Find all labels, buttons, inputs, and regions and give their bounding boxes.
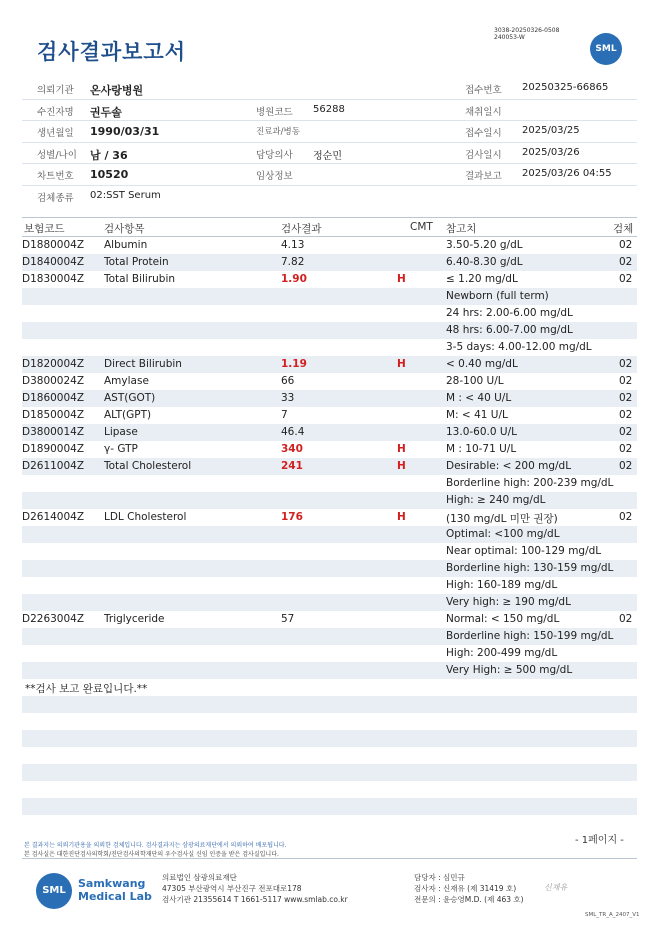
sexage-value: 남 / 36 [90, 148, 128, 162]
page-number: - 1페이지 - [575, 835, 624, 846]
table-row [22, 237, 637, 254]
report-label: 결과보고 [465, 171, 502, 182]
test-code: D1850004Z [22, 409, 85, 421]
staff-line3: 전문의 : 윤승영M.D. (제 463 호) [414, 895, 524, 904]
test-name: Total Protein [104, 256, 169, 268]
test-reference: (130 mg/dL 미만 권장) [446, 513, 558, 525]
header-result: 검사결과 [281, 223, 322, 235]
test-specimen: 02 [619, 443, 633, 455]
test-result: 7 [281, 409, 288, 421]
patient-label: 수진자명 [37, 106, 74, 118]
org-name [78, 877, 152, 903]
test-name: Lipase [104, 426, 138, 438]
test-flag: H [397, 443, 406, 455]
test-result: 66 [281, 375, 295, 387]
test-code: D1830004Z [22, 273, 85, 285]
hospital-label: 의뢰기관 [37, 85, 74, 96]
test-reference: Newborn (full term) [446, 290, 549, 302]
patient-info-section [22, 78, 637, 206]
header-cmt: CMT [410, 221, 433, 233]
test-reference: Borderline high: 150-199 mg/dL [446, 630, 614, 642]
table-row [22, 356, 637, 373]
org-address [162, 872, 348, 905]
test-flag: H [397, 273, 406, 285]
header-name: 검사항목 [104, 223, 145, 235]
test-reference: High: 200-499 mg/dL [446, 647, 558, 659]
test-code: D1880004Z [22, 239, 85, 251]
table-row [22, 441, 637, 458]
test-specimen: 02 [619, 273, 633, 285]
report-value: 2025/03/26 04:55 [522, 168, 612, 179]
hospital-value: 온사랑병원 [90, 84, 144, 97]
header-spec: 검체 [613, 223, 634, 235]
staff-line2: 검사자 : 신재유 (제 31419 호) [414, 884, 517, 893]
sexage-label: 성별/나이 [37, 149, 77, 161]
test-reference: High: ≥ 240 mg/dL [446, 494, 546, 506]
test-code: D2614004Z [22, 511, 85, 523]
test-specimen: 02 [619, 256, 633, 268]
disclaimer-line1: 본 결과지는 의뢰기관용을 의뢰한 검체입니다. 검사결과지는 삼광의료재단에서 의뢰하여 배포됩니다. [24, 842, 287, 849]
test-result: 46.4 [281, 426, 305, 438]
info-row [22, 100, 637, 122]
test-result: 57 [281, 613, 295, 625]
test-name: ALT(GPT) [104, 409, 152, 421]
doctor-value: 정순민 [313, 150, 342, 162]
specimen-value: 02:SST Serum [90, 189, 161, 201]
chart-label: 차트번호 [37, 171, 74, 182]
results-table-body [22, 237, 637, 832]
test-result: 340 [281, 443, 303, 455]
table-row [22, 407, 637, 424]
specimen-label: 검체종류 [37, 192, 74, 204]
org-name-line2: Medical Lab [78, 890, 152, 903]
document-id-line1: 3038-20250326-0508 [494, 27, 560, 34]
patient-value: 권두솔 [90, 105, 122, 119]
test-reference: 13.0-60.0 U/L [446, 426, 517, 438]
test-specimen: 02 [619, 613, 633, 625]
receipt-value: 20250325-66865 [522, 82, 609, 93]
test-name: LDL Cholesterol [104, 511, 187, 523]
test-name: Triglyceride [104, 613, 165, 625]
test-reference: M: < 41 U/L [446, 409, 508, 421]
empty-row [22, 730, 637, 747]
test-reference: 3.50-5.20 g/dL [446, 239, 523, 251]
address-line2: 47305 부산광역시 부산진구 전포대로178 [162, 884, 302, 893]
test-reference: High: 160-189 mg/dL [446, 579, 558, 591]
test-specimen: 02 [619, 426, 633, 438]
test-name: Direct Bilirubin [104, 358, 182, 370]
receipt-label: 접수번호 [465, 85, 502, 96]
chart-value: 10520 [90, 168, 129, 181]
test-code: D1890004Z [22, 443, 85, 455]
test-name: Amylase [104, 375, 149, 387]
test-specimen: 02 [619, 239, 633, 251]
test-reference: 3-5 days: 4.00-12.00 mg/dL [446, 341, 592, 353]
test-specimen: 02 [619, 375, 633, 387]
dept-label: 진료과/병동 [256, 127, 300, 137]
doctor-label: 담당의사 [256, 149, 293, 161]
table-row [22, 305, 637, 322]
test-specimen: 02 [619, 392, 633, 404]
table-row [22, 577, 637, 594]
empty-row [22, 696, 637, 713]
test-code: D1860004Z [22, 392, 85, 404]
staff-info [414, 872, 524, 905]
table-row [22, 543, 637, 560]
test-flag: H [397, 358, 406, 370]
table-row [22, 458, 637, 475]
table-row [22, 662, 637, 679]
test-reference: 24 hrs: 2.00-6.00 mg/dL [446, 307, 573, 319]
table-row [22, 509, 637, 526]
footer-logo: SML [36, 873, 72, 909]
empty-row [22, 747, 637, 764]
table-row [22, 390, 637, 407]
test-reference: < 0.40 mg/dL [446, 358, 518, 370]
test-code: D3800024Z [22, 375, 85, 387]
test-specimen: 02 [619, 409, 633, 421]
hospcode-value: 56288 [313, 103, 345, 115]
info-row [22, 143, 637, 165]
table-row [22, 594, 637, 611]
empty-row [22, 815, 637, 832]
empty-row [22, 781, 637, 798]
test-reference: 6.40-8.30 g/dL [446, 256, 523, 268]
test-result: 7.82 [281, 256, 305, 268]
hospcode-label: 병원코드 [256, 106, 293, 118]
test-reference: 28-100 U/L [446, 375, 504, 387]
recvdate-label: 접수일시 [465, 128, 502, 139]
test-reference: Very high: ≥ 190 mg/dL [446, 596, 571, 608]
test-reference: Borderline high: 130-159 mg/dL [446, 562, 614, 574]
test-result: 1.19 [281, 358, 307, 370]
test-code: D3800014Z [22, 426, 85, 438]
test-reference: 48 hrs: 6.00-7.00 mg/dL [446, 324, 573, 336]
completion-note: **검사 보고 완료입니다.** [25, 683, 148, 695]
dob-value: 1990/03/31 [90, 125, 160, 138]
test-specimen: 02 [619, 460, 633, 472]
sml-logo: SML [590, 33, 622, 65]
staff-line1: 담당자 : 심민규 [414, 873, 465, 882]
test-result: 241 [281, 460, 303, 472]
info-row [22, 186, 637, 207]
clinical-label: 임상정보 [256, 171, 293, 182]
test-result: 1.90 [281, 273, 307, 285]
collect-label: 채취일시 [465, 106, 502, 118]
table-row [22, 254, 637, 271]
test-name: Albumin [104, 239, 148, 251]
test-reference: ≤ 1.20 mg/dL [446, 273, 518, 285]
header-code: 보험코드 [24, 223, 65, 235]
test-reference: M : < 40 U/L [446, 392, 512, 404]
table-row [22, 373, 637, 390]
table-row [22, 475, 637, 492]
empty-row [22, 713, 637, 730]
info-row [22, 78, 637, 100]
testdate-label: 검사일시 [465, 149, 502, 161]
test-reference: Optimal: <100 mg/dL [446, 528, 560, 540]
test-reference: Desirable: < 200 mg/dL [446, 460, 572, 472]
org-name-line1: Samkwang [78, 877, 146, 890]
test-name: Total Bilirubin [104, 273, 176, 285]
address-line1: 의료법인 삼광의료재단 [162, 873, 237, 882]
table-row [22, 322, 637, 339]
form-code: SML_TR_A_2407_V1 [585, 912, 640, 918]
address-line3: 검사기관 21355614 T 1661-5117 www.smlab.co.kr [162, 895, 348, 904]
table-row [22, 526, 637, 543]
test-reference: Borderline high: 200-239 mg/dL [446, 477, 614, 489]
footer-divider [22, 858, 637, 859]
table-row [22, 645, 637, 662]
test-reference: Very High: ≥ 500 mg/dL [446, 664, 573, 676]
document-id [494, 27, 584, 41]
table-row [22, 611, 637, 628]
table-row [22, 628, 637, 645]
table-row [22, 339, 637, 356]
table-row [22, 424, 637, 441]
dob-label: 생년월일 [37, 128, 74, 139]
info-row [22, 121, 637, 143]
test-flag: H [397, 460, 406, 472]
table-row [22, 271, 637, 288]
test-reference: M : 10-71 U/L [446, 443, 517, 455]
document-id-line2: 240053-W [494, 34, 525, 41]
table-row [22, 560, 637, 577]
info-row [22, 164, 637, 186]
test-result: 176 [281, 511, 303, 523]
completion-row [22, 679, 637, 696]
empty-row [22, 798, 637, 815]
results-table-header [22, 217, 637, 237]
test-result: 33 [281, 392, 295, 404]
test-result: 4.13 [281, 239, 305, 251]
test-name: AST(GOT) [104, 392, 156, 404]
test-name: Total Cholesterol [104, 460, 192, 472]
test-reference: Near optimal: 100-129 mg/dL [446, 545, 602, 557]
disclaimer-line2: 본 검사실은 대한진단검사의학회/진단검사의학재단의 우수검사실 신임 인증을 받은 검사실입니다. [24, 851, 279, 858]
test-code: D1820004Z [22, 358, 85, 370]
testdate-value: 2025/03/26 [522, 146, 580, 158]
empty-row [22, 764, 637, 781]
recvdate-value: 2025/03/25 [522, 125, 580, 136]
test-code: D2611004Z [22, 460, 85, 472]
test-code: D2263004Z [22, 613, 85, 625]
signature: 신재유 [544, 883, 568, 892]
report-title: 검사결과보고서 [37, 40, 187, 64]
test-specimen: 02 [619, 358, 633, 370]
test-name: γ- GTP [104, 443, 138, 455]
test-reference: Normal: < 150 mg/dL [446, 613, 560, 625]
table-row [22, 492, 637, 509]
test-code: D1840004Z [22, 256, 85, 268]
test-flag: H [397, 511, 406, 523]
table-row [22, 288, 637, 305]
header-ref: 참고치 [446, 223, 477, 235]
test-specimen: 02 [619, 511, 633, 523]
